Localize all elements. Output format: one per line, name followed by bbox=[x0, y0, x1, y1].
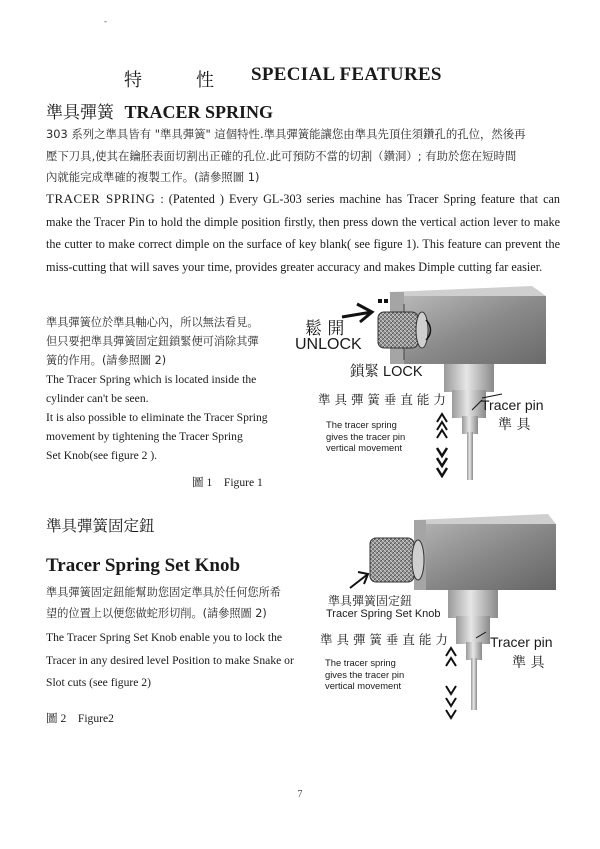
title-en: SPECIAL FEATURES bbox=[251, 64, 442, 85]
section2-column-text bbox=[46, 583, 306, 694]
figure2-caption: 圖 2 Figure2 bbox=[46, 712, 114, 725]
figure2-knob-en: Tracer Spring Set Knob bbox=[326, 608, 441, 620]
section1-en-label: TRACER SPRING bbox=[46, 191, 156, 206]
figure1-caption: 圖 1 Figure 1 bbox=[192, 476, 263, 489]
block-body bbox=[414, 514, 556, 590]
section2-en-line: Tracer in any desired level Position to make Snake or bbox=[46, 653, 294, 667]
section2-en-line: The Tracer Spring Set Knob enable you to lock the bbox=[46, 631, 283, 644]
figure2-caption-note bbox=[325, 657, 404, 692]
figure1-caption-note bbox=[326, 419, 405, 454]
figure2-note-line: The tracer spring bbox=[325, 657, 396, 668]
set-knob bbox=[370, 538, 424, 582]
figure1-tracer-pin-label: Tracer pin bbox=[481, 397, 544, 413]
figure2-tracer-pin-label: Tracer pin bbox=[490, 634, 553, 650]
page-number: 7 bbox=[297, 789, 303, 800]
title-zh-part2: 性 bbox=[196, 70, 214, 91]
section1-heading-zh: 準具彈簧 bbox=[46, 103, 114, 123]
section1-heading-en: TRACER SPRING bbox=[124, 102, 274, 122]
section1-column-text bbox=[46, 313, 286, 465]
figure2-note-line: gives the tracer pin bbox=[325, 668, 405, 680]
section1-col-en-line: It is also possible to eliminate the Tracer Spring bbox=[46, 411, 268, 424]
section1-zh-line: 303 系列之準具皆有 "準具彈簧" 這個特性.準具彈簧能讓您由準具先頂住須鑽孔的孔位，然後再 bbox=[46, 127, 526, 141]
figure2-tracer-pin-zh: 準 具 bbox=[512, 655, 545, 671]
section1-col-zh-line: 但只要把準具彈簧固定鈕鎖緊便可消除其彈 bbox=[46, 335, 259, 348]
figure1-unlock-label: UNLOCK bbox=[295, 336, 362, 353]
figure2-note-line: vertical movement bbox=[325, 680, 402, 691]
section1-zh-line: 內就能完成準確的複製工作。(請參照圖 1) bbox=[46, 170, 260, 184]
section1-col-en-line: Set Knob(see figure 2 ). bbox=[46, 449, 158, 462]
pointer-arrow-icon bbox=[350, 572, 368, 588]
figure1-note-line: gives the tracer pin bbox=[326, 430, 406, 442]
section1-col-zh-line: 準具彈簧位於準具軸心內，所以無法看見。 bbox=[46, 316, 259, 329]
section1-en-text: : (Patented ) Every GL-303 series machine has Tracer Spring feature that can make the Tracer Pin to hold the dimple position firstly, then press down the vertical action lever to make the cutter to make correct dimple on the surface of key blank( see figure 1). This feature can prevent the miss-cutting that will saves your time, provides greater accuracy and makes Dimple cutting far easier. bbox=[46, 192, 561, 274]
figure1-spring-vertical-zh: 準 具 彈 簧 垂 直 能 力 bbox=[318, 392, 446, 407]
cylinder bbox=[444, 364, 494, 480]
figure2-spring-vertical-zh: 準 具 彈 簧 垂 直 能 力 bbox=[320, 632, 448, 647]
section2-zh-line: 準具彈簧固定鈕能幫助您固定準具於任何您所希 bbox=[46, 586, 281, 599]
section1-col-en-line: The Tracer Spring which is located inside the bbox=[46, 373, 257, 386]
title-zh-part1: 特 bbox=[124, 70, 142, 91]
section1-col-zh-line: 簧的作用。(請參照圖 2) bbox=[46, 354, 167, 367]
set-knob bbox=[378, 312, 428, 348]
section2-zh-line: 望的位置上以便您做蛇形切削。(請參照圖 2) bbox=[46, 606, 267, 620]
section1-zh-line: 壓下刀具,使其在鑰胚表面切割出正確的孔位.此可預防不當的切割（鑽洞）; 有助於您在短時間 bbox=[46, 148, 517, 163]
vertical-movement-arrows-icon bbox=[446, 648, 456, 718]
figure2-knob-zh: 準具彈簧固定鈕 bbox=[328, 594, 413, 608]
figure1-note-line: The tracer spring bbox=[326, 419, 397, 430]
section2-heading-en: Tracer Spring Set Knob bbox=[46, 555, 241, 576]
section1-en-paragraph bbox=[46, 188, 560, 278]
figure1-tracer-pin-zh: 準 具 bbox=[498, 417, 531, 433]
vertical-movement-arrows-icon bbox=[437, 414, 447, 476]
figure1-loosen-zh: 鬆 開 bbox=[305, 319, 345, 339]
section2-en-line: Slot cuts (see figure 2) bbox=[46, 676, 151, 689]
section1-col-en-line: movement by tightening the Tracer Spring bbox=[46, 430, 243, 443]
cylinder bbox=[448, 590, 498, 710]
figure1-lock-label: 鎖緊 LOCK bbox=[350, 364, 423, 380]
section1-heading bbox=[46, 98, 273, 123]
section1-col-en-line: cylinder can't be seen. bbox=[46, 392, 149, 405]
section1-zh-paragraph bbox=[46, 124, 558, 189]
figure1-note-line: vertical movement bbox=[326, 442, 403, 453]
corner-mark: - bbox=[104, 16, 107, 26]
section2-heading-zh: 準具彈簧固定鈕 bbox=[46, 517, 155, 535]
